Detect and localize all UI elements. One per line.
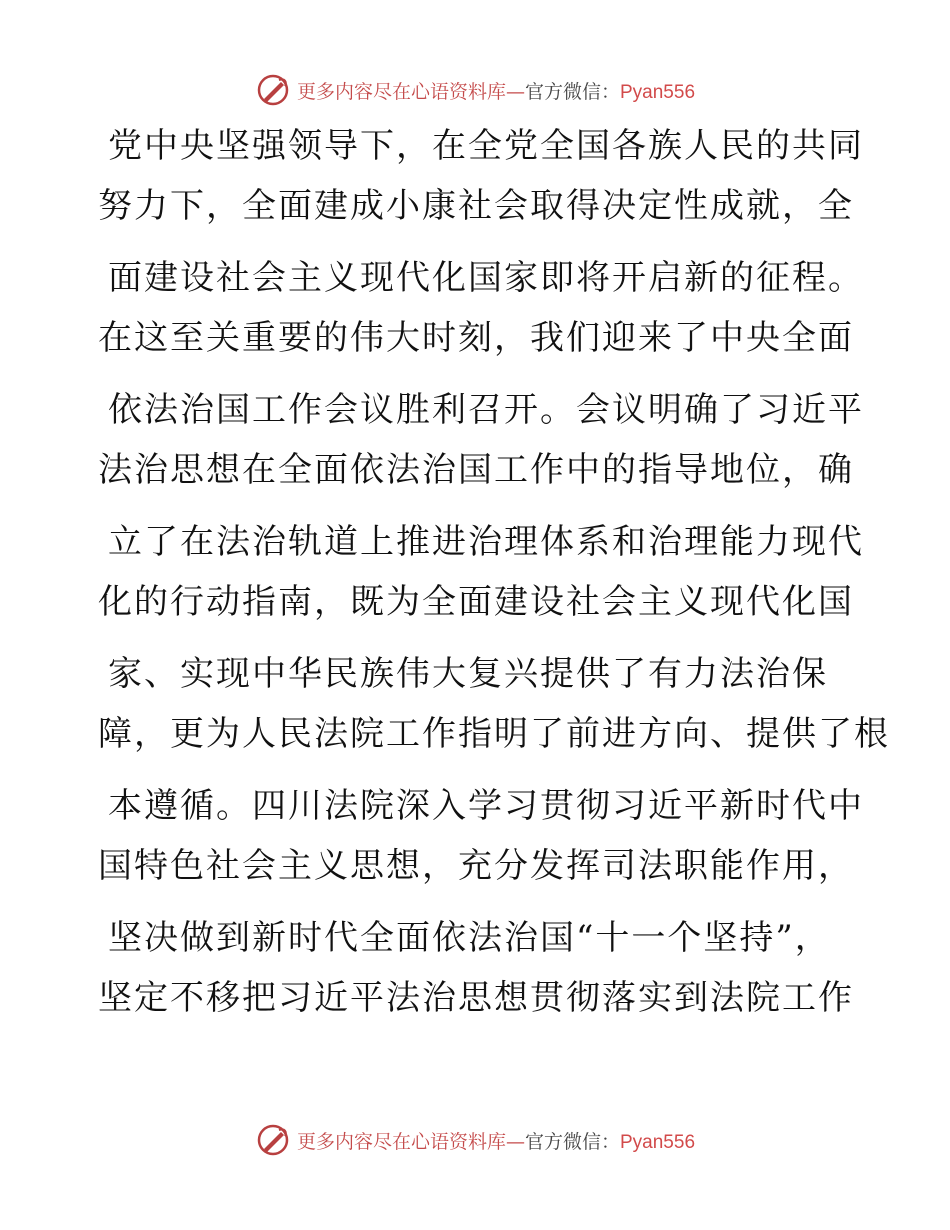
watermark-wechat-id: Pyan556 xyxy=(620,1131,696,1153)
text-line: 面建设社会主义现代化国家即将开启新的征程。 xyxy=(108,258,864,298)
text-line: 障，更为人民法院工作指明了前进方向、提供了根 xyxy=(98,714,890,754)
text-line: 坚定不移把习近平法治思想贯彻落实到法院工作 xyxy=(98,978,854,1018)
text-line: 立了在法治轨道上推进治理体系和治理能力现代 xyxy=(108,522,864,562)
watermark-text xyxy=(297,1127,695,1154)
watermark-slogan: 更多内容尽在心语资料库— xyxy=(296,1130,525,1153)
text-line: 依法治国工作会议胜利召开。会议明确了习近平 xyxy=(108,390,864,430)
text-line: 坚决做到新时代全面依法治国“十一个坚持”， xyxy=(108,918,831,958)
text-line: 国特色社会主义思想，充分发挥司法职能作用， xyxy=(98,846,854,886)
text-line: 努力下，全面建成小康社会取得决定性成就，全 xyxy=(98,186,854,226)
text-line: 党中央坚强领导下，在全党全国各族人民的共同 xyxy=(108,126,864,166)
text-line: 家、实现中华民族伟大复兴提供了有力法治保 xyxy=(108,654,828,694)
watermark-slogan: 更多内容尽在心语资料库— xyxy=(296,80,525,103)
watermark-text xyxy=(297,77,695,104)
footer-watermark xyxy=(0,1120,950,1160)
header-watermark xyxy=(0,70,950,110)
text-line: 在这至关重要的伟大时刻，我们迎来了中央全面 xyxy=(98,318,854,358)
text-line: 法治思想在全面依法治国工作中的指导地位，确 xyxy=(98,450,854,490)
watermark-wechat-label: 官方微信： xyxy=(524,80,620,103)
text-line: 化的行动指南，既为全面建设社会主义现代化国 xyxy=(98,582,854,622)
watermark-wechat-label: 官方微信： xyxy=(524,1130,620,1153)
quill-logo-icon xyxy=(255,1122,291,1158)
watermark-wechat-id: Pyan556 xyxy=(620,81,696,103)
quill-logo-icon xyxy=(255,72,291,108)
text-line: 本遵循。四川法院深入学习贯彻习近平新时代中 xyxy=(108,786,864,826)
